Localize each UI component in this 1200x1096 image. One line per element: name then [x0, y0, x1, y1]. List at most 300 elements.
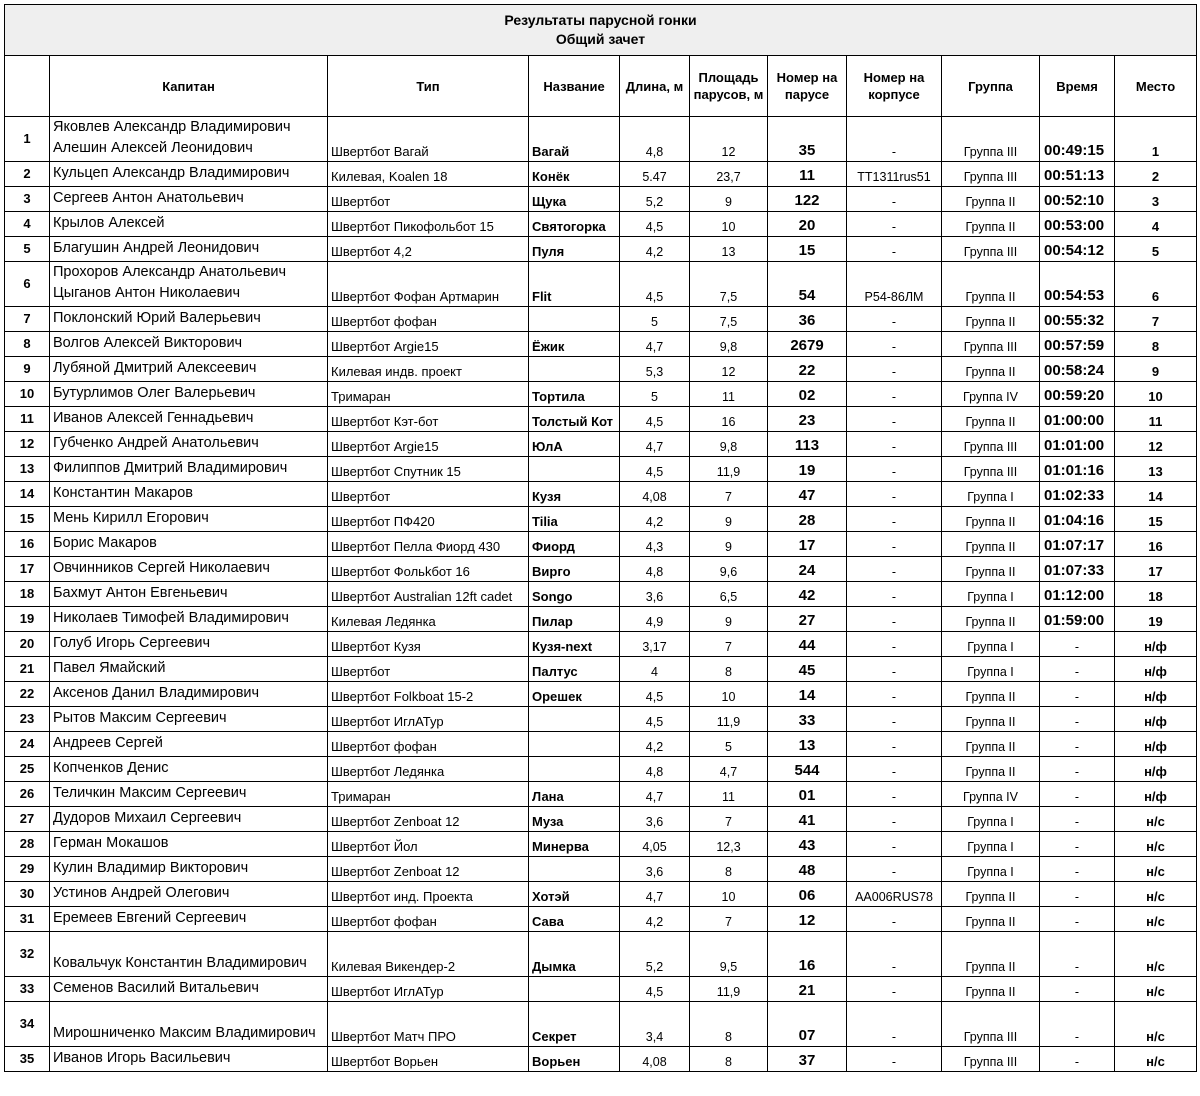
hull-number-cell: - — [847, 707, 942, 732]
boat-name-cell: Сава — [529, 907, 620, 932]
boat-name-cell: Вирго — [529, 557, 620, 582]
place-cell: 14 — [1115, 482, 1197, 507]
hull-number-cell: - — [847, 932, 942, 977]
boat-name-cell — [529, 732, 620, 757]
boat-name-cell — [529, 977, 620, 1002]
place-cell: н/ф — [1115, 782, 1197, 807]
row-number: 25 — [5, 757, 50, 782]
captain-cell: Овчинников Сергей Николаевич — [50, 557, 328, 582]
sail-area-cell: 9,6 — [690, 557, 768, 582]
time-cell: - — [1040, 832, 1115, 857]
place-cell: н/ф — [1115, 732, 1197, 757]
group-cell: Группа II — [942, 262, 1040, 307]
time-cell: 00:55:32 — [1040, 307, 1115, 332]
group-cell: Группа II — [942, 607, 1040, 632]
length-cell: 4,08 — [620, 482, 690, 507]
hull-number-cell: - — [847, 557, 942, 582]
row-number: 5 — [5, 237, 50, 262]
sail-area-cell: 16 — [690, 407, 768, 432]
sail-number-cell: 41 — [768, 807, 847, 832]
group-cell: Группа IV — [942, 782, 1040, 807]
sail-area-cell: 7,5 — [690, 262, 768, 307]
row-number: 13 — [5, 457, 50, 482]
boat-name-cell: Дымка — [529, 932, 620, 977]
time-cell: 00:54:53 — [1040, 262, 1115, 307]
header-length: Длина, м — [620, 56, 690, 117]
place-cell: 9 — [1115, 357, 1197, 382]
type-cell: Швертбот Кэт-бот — [328, 407, 529, 432]
hull-number-cell: - — [847, 237, 942, 262]
boat-name-cell: Орешек — [529, 682, 620, 707]
row-number: 30 — [5, 882, 50, 907]
row-number: 27 — [5, 807, 50, 832]
table-row — [5, 187, 1197, 212]
table-row — [5, 117, 1197, 162]
boat-name-cell: Тортила — [529, 382, 620, 407]
time-cell: - — [1040, 807, 1115, 832]
table-row — [5, 212, 1197, 237]
group-cell: Группа III — [942, 332, 1040, 357]
table-row — [5, 682, 1197, 707]
captain-cell: Мирошниченко Максим Владимирович — [50, 1002, 328, 1047]
length-cell: 3,6 — [620, 857, 690, 882]
table-row — [5, 857, 1197, 882]
group-cell: Группа II — [942, 187, 1040, 212]
time-cell: 00:54:12 — [1040, 237, 1115, 262]
sail-number-cell: 45 — [768, 657, 847, 682]
sail-number-cell: 24 — [768, 557, 847, 582]
length-cell: 4,5 — [620, 457, 690, 482]
sail-area-cell: 12 — [690, 117, 768, 162]
type-cell: Швертбот Кузя — [328, 632, 529, 657]
results-body — [5, 117, 1197, 1072]
place-cell: 8 — [1115, 332, 1197, 357]
sail-area-cell: 7 — [690, 482, 768, 507]
time-cell: - — [1040, 977, 1115, 1002]
table-row — [5, 382, 1197, 407]
length-cell: 5,2 — [620, 187, 690, 212]
boat-name-cell: Щука — [529, 187, 620, 212]
captain-cell: Семенов Василий Витальевич — [50, 977, 328, 1002]
captain-cell: Бутурлимов Олег Валерьевич — [50, 382, 328, 407]
time-cell: - — [1040, 882, 1115, 907]
time-cell: - — [1040, 657, 1115, 682]
boat-name-cell — [529, 707, 620, 732]
row-number: 4 — [5, 212, 50, 237]
sail-number-cell: 28 — [768, 507, 847, 532]
length-cell: 5,2 — [620, 932, 690, 977]
length-cell: 3,4 — [620, 1002, 690, 1047]
title-line-2: Общий зачет — [555, 31, 646, 47]
sail-area-cell: 10 — [690, 882, 768, 907]
sail-area-cell: 9 — [690, 507, 768, 532]
type-cell: Швертбот Ледянка — [328, 757, 529, 782]
sail-area-cell: 8 — [690, 657, 768, 682]
hull-number-cell: - — [847, 732, 942, 757]
boat-name-cell: Кузя — [529, 482, 620, 507]
time-cell: - — [1040, 632, 1115, 657]
time-cell: 00:57:59 — [1040, 332, 1115, 357]
length-cell: 4,7 — [620, 782, 690, 807]
place-cell: н/ф — [1115, 632, 1197, 657]
sail-number-cell: 36 — [768, 307, 847, 332]
results-sheet — [4, 4, 1196, 1072]
row-number: 3 — [5, 187, 50, 212]
place-cell: 5 — [1115, 237, 1197, 262]
boat-name-cell: Секрет — [529, 1002, 620, 1047]
length-cell: 4 — [620, 657, 690, 682]
sail-number-cell: 544 — [768, 757, 847, 782]
sail-area-cell: 6,5 — [690, 582, 768, 607]
group-cell: Группа I — [942, 832, 1040, 857]
place-cell: н/ф — [1115, 657, 1197, 682]
time-cell: 01:01:00 — [1040, 432, 1115, 457]
captain-cell: Кульцеп Александр Владимирович — [50, 162, 328, 187]
row-number: 1 — [5, 117, 50, 162]
captain-cell: Прохоров Александр Анатольевич Цыганов Антон Николаевич — [50, 262, 328, 307]
row-number: 12 — [5, 432, 50, 457]
table-row — [5, 832, 1197, 857]
place-cell: 16 — [1115, 532, 1197, 557]
sail-number-cell: 20 — [768, 212, 847, 237]
captain-cell: Бахмут Антон Евгеньевич — [50, 582, 328, 607]
group-cell: Группа II — [942, 212, 1040, 237]
group-cell: Группа II — [942, 732, 1040, 757]
title-line-1: Результаты парусной гонки — [504, 12, 697, 28]
header-captain: Капитан — [50, 56, 328, 117]
boat-name-cell: Songo — [529, 582, 620, 607]
row-number: 11 — [5, 407, 50, 432]
captain-cell: Губченко Андрей Анатольевич — [50, 432, 328, 457]
hull-number-cell: Р54-86ЛМ — [847, 262, 942, 307]
table-title — [5, 5, 1197, 56]
table-row — [5, 557, 1197, 582]
table-row — [5, 907, 1197, 932]
sail-area-cell: 11 — [690, 382, 768, 407]
row-number: 26 — [5, 782, 50, 807]
table-row — [5, 262, 1197, 307]
row-number: 35 — [5, 1047, 50, 1072]
hull-number-cell: - — [847, 307, 942, 332]
sail-area-cell: 9 — [690, 187, 768, 212]
type-cell: Тримаран — [328, 782, 529, 807]
length-cell: 4,7 — [620, 882, 690, 907]
sail-number-cell: 15 — [768, 237, 847, 262]
time-cell: 01:00:00 — [1040, 407, 1115, 432]
sail-area-cell: 9,8 — [690, 332, 768, 357]
sail-number-cell: 01 — [768, 782, 847, 807]
sail-area-cell: 4,7 — [690, 757, 768, 782]
boat-name-cell: Муза — [529, 807, 620, 832]
sail-number-cell: 35 — [768, 117, 847, 162]
hull-number-cell: - — [847, 507, 942, 532]
table-row — [5, 432, 1197, 457]
captain-cell: Голуб Игорь Сергеевич — [50, 632, 328, 657]
sail-area-cell: 23,7 — [690, 162, 768, 187]
type-cell: Швертбот ПФ420 — [328, 507, 529, 532]
time-cell: 00:58:24 — [1040, 357, 1115, 382]
captain-cell: Копченков Денис — [50, 757, 328, 782]
row-number: 19 — [5, 607, 50, 632]
place-cell: 11 — [1115, 407, 1197, 432]
table-row — [5, 332, 1197, 357]
captain-cell: Мень Кирилл Егорович — [50, 507, 328, 532]
type-cell: Швертбот 4,2 — [328, 237, 529, 262]
table-row — [5, 532, 1197, 557]
group-cell: Группа II — [942, 757, 1040, 782]
length-cell: 5 — [620, 307, 690, 332]
group-cell: Группа II — [942, 707, 1040, 732]
sail-number-cell: 17 — [768, 532, 847, 557]
length-cell: 3,6 — [620, 807, 690, 832]
table-row — [5, 782, 1197, 807]
sail-number-cell: 42 — [768, 582, 847, 607]
sail-number-cell: 16 — [768, 932, 847, 977]
row-number: 32 — [5, 932, 50, 977]
boat-name-cell: Палтус — [529, 657, 620, 682]
sail-number-cell: 43 — [768, 832, 847, 857]
row-number: 21 — [5, 657, 50, 682]
time-cell: 01:04:16 — [1040, 507, 1115, 532]
type-cell: Швертбот Folkboat 15-2 — [328, 682, 529, 707]
place-cell: 2 — [1115, 162, 1197, 187]
table-row — [5, 457, 1197, 482]
time-cell: - — [1040, 1047, 1115, 1072]
boat-name-cell: Конёк — [529, 162, 620, 187]
table-row — [5, 732, 1197, 757]
group-cell: Группа II — [942, 977, 1040, 1002]
boat-name-cell — [529, 307, 620, 332]
header-sail-number: Номер на парусе — [768, 56, 847, 117]
captain-cell: Николаев Тимофей Владимирович — [50, 607, 328, 632]
type-cell: Швертбот фофан — [328, 732, 529, 757]
place-cell: 1 — [1115, 117, 1197, 162]
table-row — [5, 507, 1197, 532]
time-cell: 01:02:33 — [1040, 482, 1115, 507]
time-cell: 01:12:00 — [1040, 582, 1115, 607]
row-number: 8 — [5, 332, 50, 357]
table-row — [5, 977, 1197, 1002]
group-cell: Группа III — [942, 237, 1040, 262]
group-cell: Группа IV — [942, 382, 1040, 407]
boat-name-cell: Ёжик — [529, 332, 620, 357]
group-cell: Группа II — [942, 407, 1040, 432]
time-cell: - — [1040, 732, 1115, 757]
hull-number-cell: - — [847, 832, 942, 857]
table-row — [5, 582, 1197, 607]
place-cell: н/с — [1115, 907, 1197, 932]
captain-cell: Лубяной Дмитрий Алексеевич — [50, 357, 328, 382]
sail-number-cell: 44 — [768, 632, 847, 657]
table-row — [5, 307, 1197, 332]
length-cell: 4,8 — [620, 557, 690, 582]
type-cell: Швертбот Ворьен — [328, 1047, 529, 1072]
time-cell: 00:53:00 — [1040, 212, 1115, 237]
sail-number-cell: 27 — [768, 607, 847, 632]
boat-name-cell: Хотэй — [529, 882, 620, 907]
row-number: 10 — [5, 382, 50, 407]
hull-number-cell: AA006RUS78 — [847, 882, 942, 907]
type-cell: Швертбот Фольkбот 16 — [328, 557, 529, 582]
group-cell: Группа II — [942, 557, 1040, 582]
type-cell: Тримаран — [328, 382, 529, 407]
sail-number-cell: 47 — [768, 482, 847, 507]
captain-cell: Поклонский Юрий Валерьевич — [50, 307, 328, 332]
table-row — [5, 357, 1197, 382]
place-cell: 19 — [1115, 607, 1197, 632]
row-number: 23 — [5, 707, 50, 732]
hull-number-cell: - — [847, 1002, 942, 1047]
place-cell: 7 — [1115, 307, 1197, 332]
sail-area-cell: 7 — [690, 807, 768, 832]
length-cell: 4,7 — [620, 432, 690, 457]
captain-cell: Герман Мокашов — [50, 832, 328, 857]
length-cell: 3,17 — [620, 632, 690, 657]
sail-number-cell: 54 — [768, 262, 847, 307]
hull-number-cell: - — [847, 757, 942, 782]
hull-number-cell: - — [847, 907, 942, 932]
table-row — [5, 1002, 1197, 1047]
sail-number-cell: 11 — [768, 162, 847, 187]
row-number: 17 — [5, 557, 50, 582]
sail-area-cell: 5 — [690, 732, 768, 757]
length-cell: 5 — [620, 382, 690, 407]
table-row — [5, 882, 1197, 907]
type-cell: Швертбот — [328, 657, 529, 682]
row-number: 6 — [5, 262, 50, 307]
header-type: Тип — [328, 56, 529, 117]
hull-number-cell: - — [847, 482, 942, 507]
type-cell: Швертбот ИглАТур — [328, 977, 529, 1002]
sail-number-cell: 22 — [768, 357, 847, 382]
place-cell: 4 — [1115, 212, 1197, 237]
place-cell: н/ф — [1115, 757, 1197, 782]
length-cell: 4,5 — [620, 407, 690, 432]
row-number: 29 — [5, 857, 50, 882]
boat-name-cell — [529, 857, 620, 882]
sail-area-cell: 8 — [690, 857, 768, 882]
length-cell: 4,5 — [620, 262, 690, 307]
hull-number-cell: - — [847, 117, 942, 162]
hull-number-cell: - — [847, 682, 942, 707]
sail-number-cell: 21 — [768, 977, 847, 1002]
type-cell: Килевая Ледянка — [328, 607, 529, 632]
boat-name-cell: Кузя-next — [529, 632, 620, 657]
hull-number-cell: - — [847, 782, 942, 807]
boat-name-cell: ЮлА — [529, 432, 620, 457]
type-cell: Швертбот Вагай — [328, 117, 529, 162]
place-cell: 12 — [1115, 432, 1197, 457]
length-cell: 4,5 — [620, 682, 690, 707]
place-cell: 17 — [1115, 557, 1197, 582]
sail-area-cell: 9 — [690, 607, 768, 632]
group-cell: Группа II — [942, 932, 1040, 977]
sail-number-cell: 33 — [768, 707, 847, 732]
place-cell: 6 — [1115, 262, 1197, 307]
row-number: 14 — [5, 482, 50, 507]
hull-number-cell: - — [847, 1047, 942, 1072]
boat-name-cell: Tilia — [529, 507, 620, 532]
captain-cell: Устинов Андрей Олегович — [50, 882, 328, 907]
sail-area-cell: 11 — [690, 782, 768, 807]
place-cell: 18 — [1115, 582, 1197, 607]
table-row — [5, 237, 1197, 262]
group-cell: Группа I — [942, 582, 1040, 607]
results-table — [4, 4, 1197, 1072]
type-cell: Швертбот Australian 12ft cadet — [328, 582, 529, 607]
group-cell: Группа I — [942, 857, 1040, 882]
sail-number-cell: 07 — [768, 1002, 847, 1047]
hull-number-cell: - — [847, 432, 942, 457]
time-cell: 01:59:00 — [1040, 607, 1115, 632]
place-cell: 3 — [1115, 187, 1197, 212]
header-sail-area: Площадь парусов, м — [690, 56, 768, 117]
place-cell: н/с — [1115, 977, 1197, 1002]
captain-cell: Иванов Игорь Васильевич — [50, 1047, 328, 1072]
table-row — [5, 1047, 1197, 1072]
sail-area-cell: 12,3 — [690, 832, 768, 857]
hull-number-cell: - — [847, 607, 942, 632]
group-cell: Группа I — [942, 657, 1040, 682]
length-cell: 4,05 — [620, 832, 690, 857]
hull-number-cell: TT1311rus51 — [847, 162, 942, 187]
time-cell: - — [1040, 932, 1115, 977]
type-cell: Швертбот инд. Проекта — [328, 882, 529, 907]
sail-area-cell: 8 — [690, 1047, 768, 1072]
group-cell: Группа III — [942, 1002, 1040, 1047]
table-row — [5, 757, 1197, 782]
table-row — [5, 162, 1197, 187]
place-cell: н/с — [1115, 807, 1197, 832]
place-cell: 13 — [1115, 457, 1197, 482]
type-cell: Швертбот фофан — [328, 907, 529, 932]
boat-name-cell: Пилар — [529, 607, 620, 632]
time-cell: 00:51:13 — [1040, 162, 1115, 187]
sail-number-cell: 113 — [768, 432, 847, 457]
sail-number-cell: 37 — [768, 1047, 847, 1072]
captain-cell: Благушин Андрей Леонидович — [50, 237, 328, 262]
table-row — [5, 407, 1197, 432]
length-cell: 4,5 — [620, 707, 690, 732]
boat-name-cell: Ворьен — [529, 1047, 620, 1072]
row-number: 33 — [5, 977, 50, 1002]
boat-name-cell — [529, 757, 620, 782]
time-cell: - — [1040, 682, 1115, 707]
row-number: 9 — [5, 357, 50, 382]
captain-cell: Аксенов Данил Владимирович — [50, 682, 328, 707]
type-cell: Швертбот — [328, 482, 529, 507]
time-cell: - — [1040, 757, 1115, 782]
boat-name-cell: Фиорд — [529, 532, 620, 557]
table-row — [5, 932, 1197, 977]
captain-cell: Дудоров Михаил Сергеевич — [50, 807, 328, 832]
sail-number-cell: 13 — [768, 732, 847, 757]
captain-cell: Кулин Владимир Викторович — [50, 857, 328, 882]
group-cell: Группа III — [942, 1047, 1040, 1072]
type-cell: Швертбот Фофан Артмарин — [328, 262, 529, 307]
captain-cell: Крылов Алексей — [50, 212, 328, 237]
boat-name-cell: Вагай — [529, 117, 620, 162]
type-cell: Килевая индв. проект — [328, 357, 529, 382]
row-number: 34 — [5, 1002, 50, 1047]
time-cell: 00:52:10 — [1040, 187, 1115, 212]
sail-number-cell: 122 — [768, 187, 847, 212]
table-row — [5, 707, 1197, 732]
captain-cell: Ковальчук Константин Владимирович — [50, 932, 328, 977]
boat-name-cell: Толстый Кот — [529, 407, 620, 432]
length-cell: 4,8 — [620, 757, 690, 782]
captain-cell: Теличкин Максим Сергеевич — [50, 782, 328, 807]
